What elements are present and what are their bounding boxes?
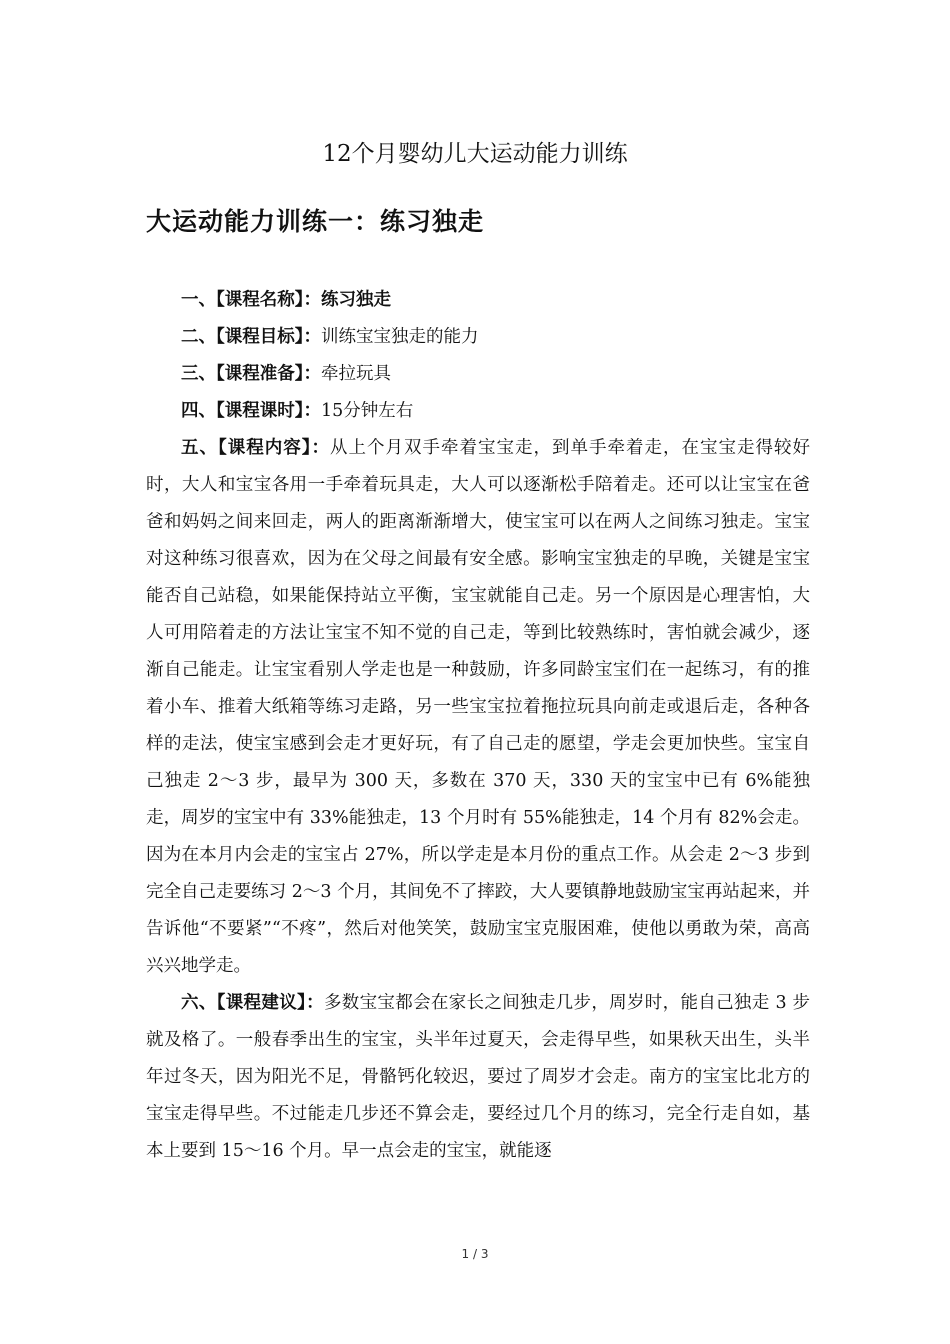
course-outline [146,282,810,1170]
item-text: 从上个月双手牵着宝宝走，到单手牵着走，在宝宝走得较好时，大人和宝宝各用一手牵着玩具走，大人可以逐渐松手陪着走。还可以让宝宝在爸爸和妈妈之间来回走，两人的距离渐渐增大，使宝宝可以在两人之间练习独走。宝宝对这种练习很喜欢，因为在父母之间最有安全感。影响宝宝独走的早晚，关键是宝宝能否自己站稳，如果能保持站立平衡，宝宝就能自己走。另一个原因是心理害怕，大人可用陪着走的方法让宝宝不知不觉的自己走，等到比较熟练时，害怕就会减少，逐渐自己能走。让宝宝看别人学走也是一种鼓励，许多同龄宝宝们在一起练习，有的推着小车、推着大纸箱等练习走路，另一些宝宝拉着拖拉玩具向前走或退后走，各种各样的走法，使宝宝感到会走才更好玩，有了自己走的愿望，学走会更加快些。宝宝自己独走 2～3 步，最早为 300 天，多数在 370 天，330 天的宝宝中已有 6%能独走，周岁的宝宝中有 33%能独走，13 个月时有 55%能独走，14 个月有 82%会走。因为在本月内会走的宝宝占 27%，所以学走是本月份的重点工作。从会走 2～3 步到完全自己走要练习 2～3 个月，其间免不了摔跤，大人要镇静地鼓励宝宝再站起来，并告诉他“不要紧”“不疼”，然后对他笑笑，鼓励宝宝克服困难，使他以勇敢为荣，高高兴兴地学走。 [146,438,810,976]
item-label: 三、【课程准备】： [181,364,321,384]
item-label: 四、【课程课时】： [181,401,321,421]
course-item-duration [146,393,810,430]
course-item-preparation [146,356,810,393]
course-item-content [146,430,810,985]
section-heading: 大运动能力训练一：练习独走 [146,207,485,236]
item-label: 五、【课程内容】： [181,438,330,458]
item-label: 一、【课程名称】： [181,290,321,310]
page-number: 1 / 3 [461,1247,489,1261]
course-item-goal [146,319,810,356]
item-label: 六、【课程建议】： [181,993,324,1013]
item-text: 多数宝宝都会在家长之间独走几步，周岁时，能自己独走 3 步就及格了。一般春季出生的宝宝，头半年过夏天，会走得早些，如果秋天出生，头半年过冬天，因为阳光不足，骨骼钙化较迟，要过了周岁才会走。南方的宝宝比北方的宝宝走得早些。不过能走几步还不算会走，要经过几个月的练习，完全行走自如，基本上要到 15～16 个月。早一点会走的宝宝，就能逐 [146,993,810,1161]
item-text: 训练宝宝独走的能力 [321,327,479,347]
item-text: 练习独走 [321,290,391,310]
item-text: 牵拉玩具 [321,364,391,384]
document-title: 12个月婴幼儿大运动能力训练 [322,141,628,167]
item-text: 15分钟左右 [321,401,414,421]
course-item-suggestion [146,985,810,1170]
item-label: 二、【课程目标】： [181,327,321,347]
course-item-name [146,282,810,319]
